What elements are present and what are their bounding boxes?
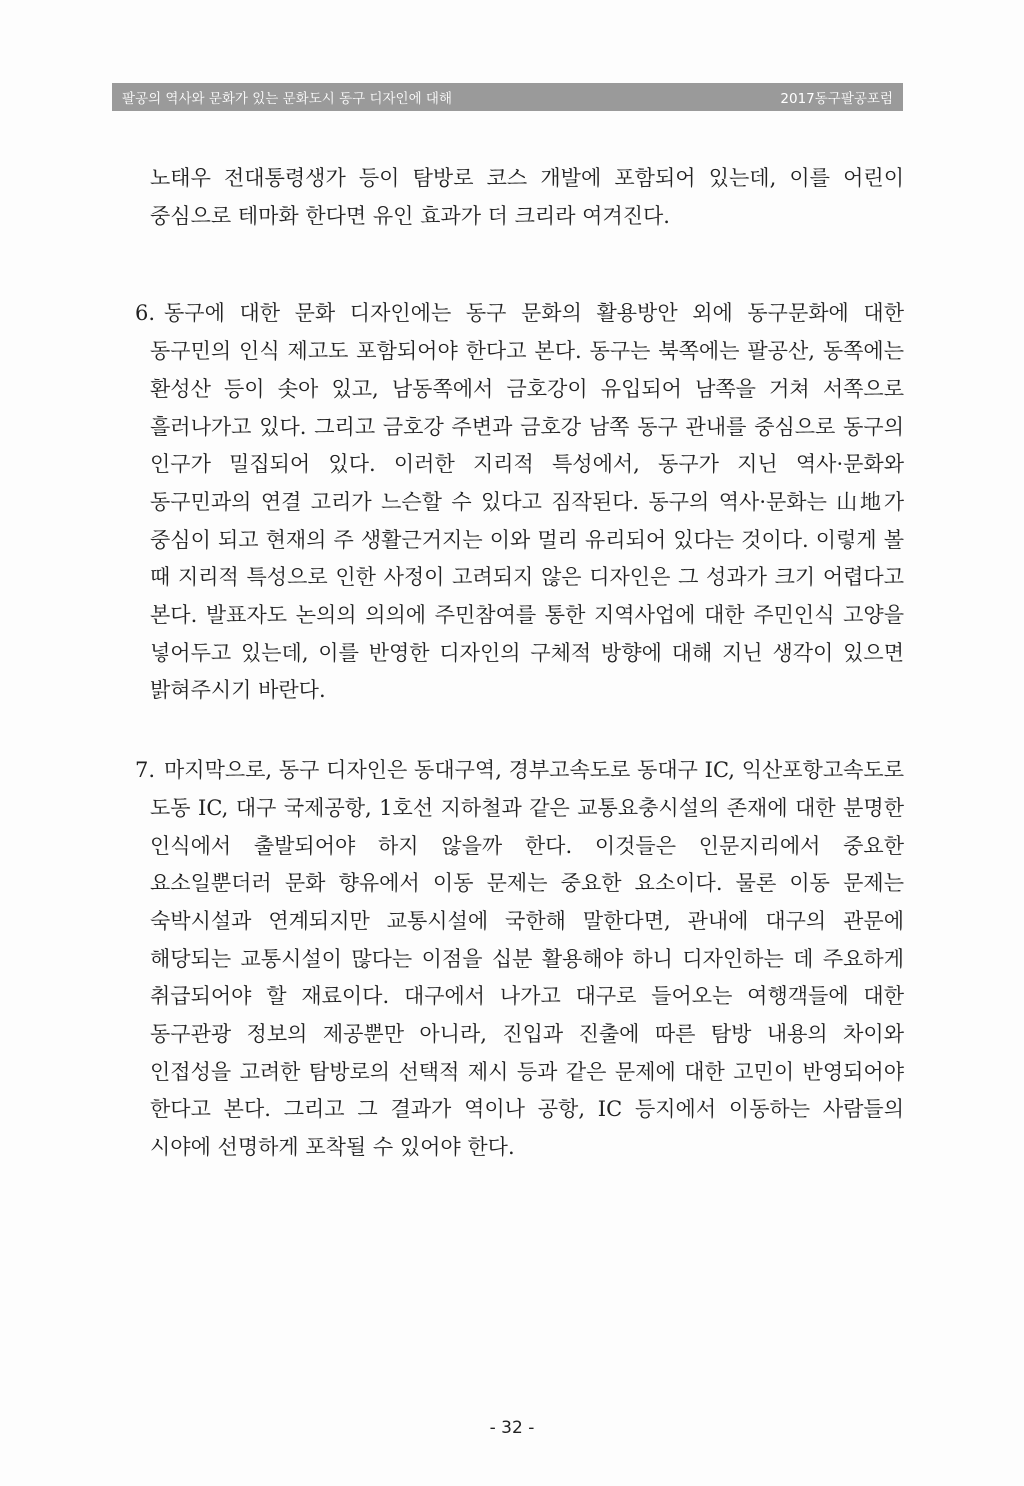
list-item-6: [135, 295, 904, 710]
page-number: - 32 -: [489, 1418, 535, 1438]
list-item-number: 7.: [135, 758, 156, 783]
page-body: [135, 160, 904, 1209]
list-item-7: [135, 752, 904, 1167]
list-item-text: 마지막으로, 동구 디자인은 동대구역, 경부고속도로 동대구 IC, 익산포항고속도로 도동 IC, 대구 국제공항, 1호선 지하철과 같은 교통요충시설의 존재에 대한 분명한 인식에서 출발되어야 하지 않을까 한다. 이것들은 인문지리에서 중요한 요소일뿐더러 문화 향유에서 이동 문제는 중요한 요소이다. 물론 이동 문제는 숙박시설과 연계되지만 교통시설에 국한해 말한다면, 관내에 대구의 관문에 해당되는 교통시설이 많다는 이점을 십분 활용해야 하니 디자인하는 데 주요하게 취급되어야 할 재료이다. 대구에서 나가고 대구로 들어오는 여행객들에 대한 동구관광 정보의 제공뿐만 아니라, 진입과 진출에 따른 탐방 내용의 차이와 인접성을 고려한 탐방로의 선택적 제시 등과 같은 문제에 대한 고민이 반영되어야 한다고 본다. 그리고 그 결과가 역이나 공항, IC 등지에서 이동하는 사람들의 시야에 선명하게 포착될 수 있어야 한다.: [150, 758, 904, 1160]
header-forum-name: 2017동구팔공포럼: [780, 91, 893, 107]
header-title: 팔공의 역사와 문화가 있는 문화도시 동구 디자인에 대해: [122, 91, 452, 107]
running-header: [112, 83, 903, 111]
list-item-text: 동구에 대한 문화 디자인에는 동구 문화의 활용방안 외에 동구문화에 대한 동구민의 인식 제고도 포함되어야 한다고 본다. 동구는 북쪽에는 팔공산, 동쪽에는 환성산 등이 솟아 있고, 남동쪽에서 금호강이 유입되어 남쪽을 거쳐 서쪽으로 흘러나가고 있다. 그리고 금호강 주변과 금호강 남쪽 동구 관내를 중심으로 동구의 인구가 밀집되어 있다. 이러한 지리적 특성에서, 동구가 지닌 역사·문화와 동구민과의 연결 고리가 느슨할 수 있다고 짐작된다. 동구의 역사·문화는 山地가 중심이 되고 현재의 주 생활근거지는 이와 멀리 유리되어 있다는 것이다. 이렇게 볼 때 지리적 특성으로 인한 사정이 고려되지 않은 디자인은 그 성과가 크기 어렵다고 본다. 발표자도 논의의 의의에 주민참여를 통한 지역사업에 대한 주민인식 고양을 넣어두고 있는데, 이를 반영한 디자인의 구체적 방향에 대해 지닌 생각이 있으면 밝혀주시기 바란다.: [150, 301, 904, 703]
list-item-number: 6.: [135, 301, 156, 326]
continuation-paragraph: 노태우 전대통령생가 등이 탐방로 코스 개발에 포함되어 있는데, 이를 어린이 중심으로 테마화 한다면 유인 효과가 더 크리라 여겨진다.: [150, 166, 904, 228]
